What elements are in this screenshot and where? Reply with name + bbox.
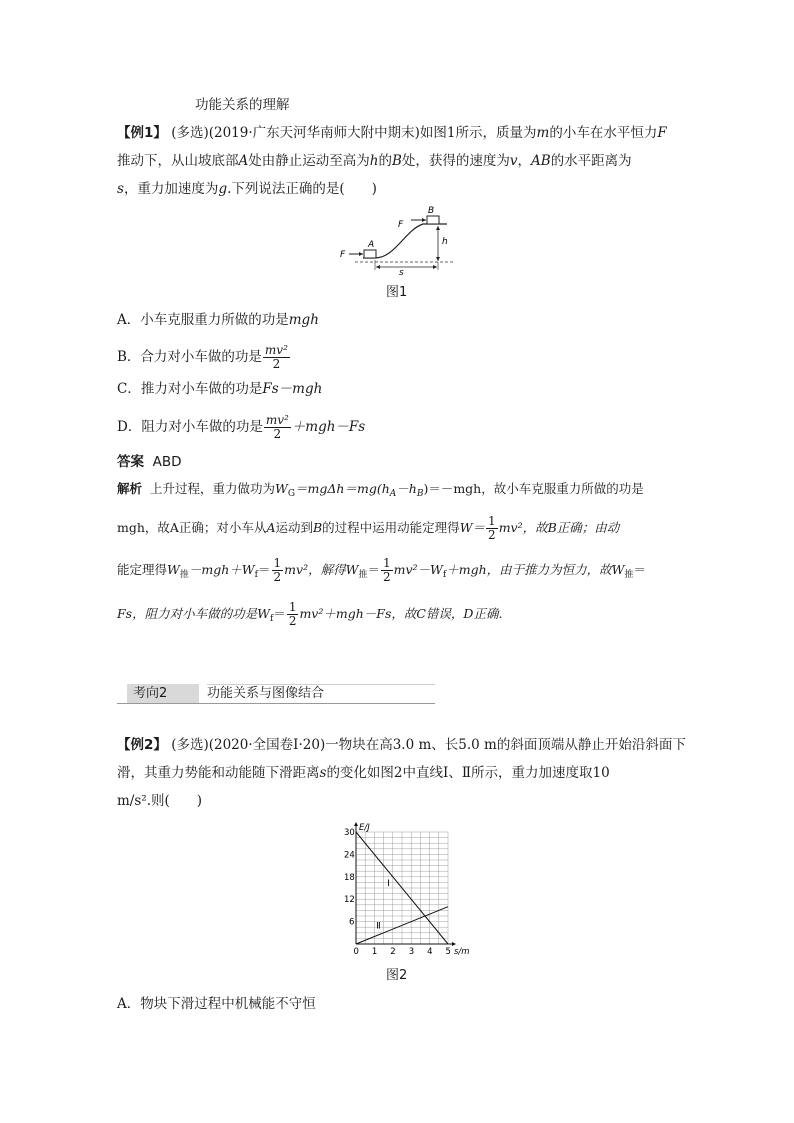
example2-label: 【例2】 xyxy=(117,737,167,753)
option-b: B．合力对小车做的功是 $\frac{\text{mv²}}{2}$ xyxy=(117,343,288,371)
x-tick-label: 1 xyxy=(371,947,378,957)
analysis-line3: 能定理得$W_推-mgh+W_f=$ $\frac{1}{2}$ mv²，解得$W_推=$ $\frac{1}{2}$ $mv^2-W_f+mgh$，由于推力为恒力，故$W_推=$ xyxy=(117,556,647,584)
example2-stem-line3: m/s².则( ) xyxy=(117,793,203,809)
example1-stem-line2: 推动下，从山坡底部A处由静止运动至高为h的B处，获得的速度为v，AB的水平距离为 xyxy=(117,153,632,169)
figure1-slope-diagram xyxy=(335,202,455,278)
section2-tag: 考向2 xyxy=(127,684,199,704)
fig1-label-F1: F xyxy=(340,250,346,260)
answer-value: ABD xyxy=(152,454,182,470)
option-d: D．阻力对小车做的功是 $\frac{\text{mv²}}{2}$ ＋mgh－Fs xyxy=(117,413,366,441)
figure2-caption: 图2 xyxy=(386,968,408,983)
section2-title: 功能关系与图像结合 xyxy=(207,686,325,701)
example2-stem-line2: 滑，其重力势能和动能随下滑距离s的变化如图2中直线Ⅰ、Ⅱ所示，重力加速度取10 xyxy=(117,765,610,781)
answer-label: 答案 xyxy=(117,454,144,470)
option-c: C．推力对小车做的功是Fs－mgh xyxy=(117,381,323,397)
example1-stem-line3: s，重力加速度为g.下列说法正确的是( ) xyxy=(117,181,377,197)
x-tick-label: 4 xyxy=(427,947,433,957)
answer xyxy=(117,452,182,472)
analysis-line2: mgh，故A正确；对小车从A运动到B的过程中运用动能定理得W＝ $\frac{1}{2}$ mv²，故B正确；由动 xyxy=(117,514,620,542)
figure2-energy-chart xyxy=(336,814,470,958)
option-a: A．小车克服重力所做的功是mgh xyxy=(117,312,319,328)
figure1-caption: 图1 xyxy=(386,285,408,300)
x-tick-label: 3 xyxy=(408,947,415,957)
y-tick-label: 6 xyxy=(349,917,355,928)
example1-label: 【例1】 xyxy=(117,125,167,141)
analysis-line4: Fs，阻力对小车做的功是$W_f=$ $\frac{1}{2}$ mv²＋mgh－Fs，故C错误，D正确. xyxy=(117,600,503,628)
x-tick-label: 2 xyxy=(390,947,396,957)
analysis-line1: 解析 上升过程，重力做功为$W_G=mg\Delta h=mg(h_A-h_B)=-mgh$，故小车克服重力所做的功是 xyxy=(117,481,644,499)
x-axis-arrow xyxy=(452,942,456,946)
y-tick-label: 12 xyxy=(344,895,355,906)
section-heading: 功能关系的理解 xyxy=(195,97,290,113)
fig1-label-h: h xyxy=(442,237,448,247)
analysis-label: 解析 xyxy=(117,481,143,496)
example1-stem-line1: 【例1】 (多选)(2019·广东天河华南师大附中期末)如图1所示，质量为m的小车在水平恒力F xyxy=(117,125,667,141)
example2-option-a: A．物块下滑过程中机械能不守恒 xyxy=(117,996,316,1012)
y-tick-label: 30 xyxy=(344,828,355,838)
x-tick-label: 0 xyxy=(353,947,359,957)
series-label-1: Ⅰ xyxy=(387,879,390,890)
fig1-label-F2: F xyxy=(398,220,404,230)
y-tick-label: 18 xyxy=(344,872,355,883)
x-axis-label: s/m xyxy=(454,947,470,957)
fig1-label-B: B xyxy=(428,206,435,216)
example2-stem-line1: 【例2】 (多选)(2020·全国卷Ⅰ·20)一物块在高3.0 m、长5.0 m的斜面顶端从静止开始沿斜面下 xyxy=(117,737,686,753)
fig1-label-A: A xyxy=(368,240,375,250)
series-label-2: Ⅱ xyxy=(376,921,381,932)
option-d-fraction: $\frac{\text{mv²}}{2}$ xyxy=(265,413,289,441)
y-axis-arrow xyxy=(354,822,358,826)
y-axis-label: E/J xyxy=(359,823,370,833)
x-tick-label: 5 xyxy=(445,947,451,957)
fig1-label-s: s xyxy=(399,268,404,278)
section2-header xyxy=(117,684,435,704)
option-b-fraction: $\frac{\text{mv²}}{2}$ xyxy=(264,343,288,371)
y-tick-label: 24 xyxy=(344,850,355,861)
